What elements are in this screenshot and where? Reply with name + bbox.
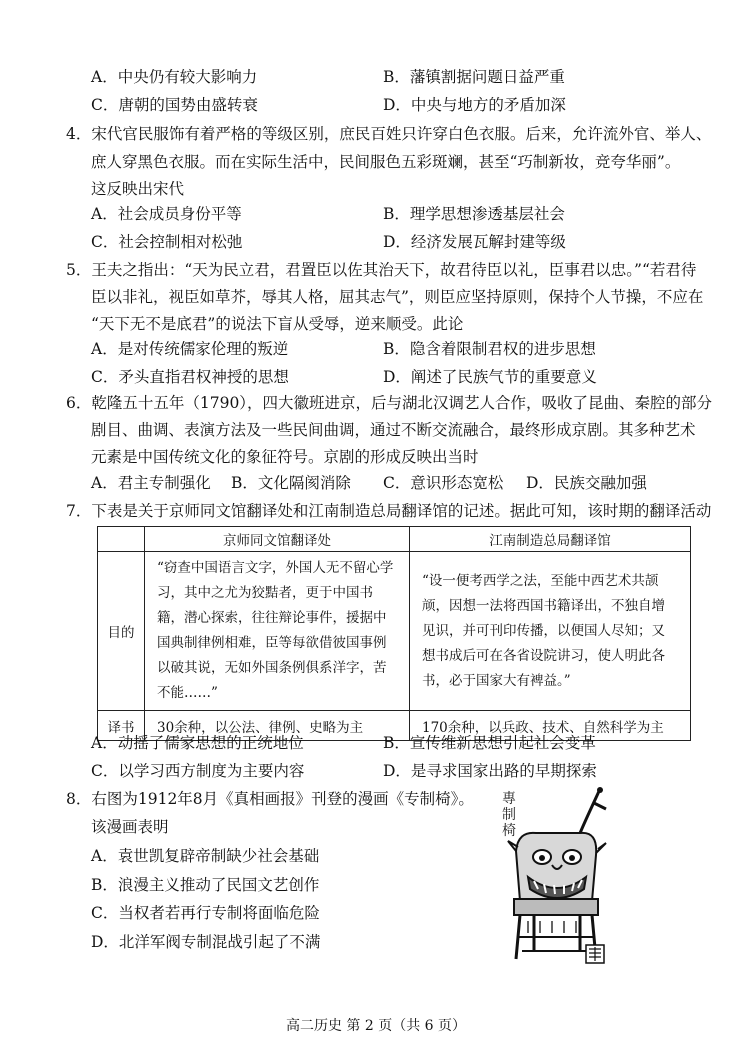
q4-stem-line-1: 4．宋代官民服饰有着严格的等级区别，庶民百姓只许穿白色衣服。后来，允许流外官、举人、	[66, 125, 712, 143]
q4-stem-line-2: 庶人穿黑色衣服。而在实际生活中，民间服色五彩斑斓，甚至“巧制新妆，竞夸华丽”。	[91, 153, 681, 171]
page-footer: 高二历史 第 2 页（共 6 页）	[285, 1018, 467, 1034]
q7-option-b: B．宣传维新思想引起社会变革	[383, 734, 596, 752]
q3-option-c: C．唐朝的国势由盛转衰	[91, 96, 258, 114]
artist-seal-icon	[586, 945, 604, 963]
monster-chair-icon	[508, 833, 606, 959]
q7-stem-line-1: 7．下表是关于京师同文馆翻译处和江南制造总局翻译馆的记述。据此可知，该时期的翻译活动	[66, 502, 712, 520]
q6-option-b: B．文化隔阂消除	[231, 474, 351, 492]
q5-stem-line-1: 5．王夫之指出：“天为民立君，君置臣以佐其治天下，故君待臣以礼，臣事君以忠。”“若君待	[66, 261, 697, 279]
q3-option-b: B．藩镇割据问题日益严重	[383, 68, 565, 86]
q4-option-d: D．经济发展瓦解封建等级	[383, 233, 566, 251]
q8-option-b: B．浪漫主义推动了民国文艺创作	[91, 876, 320, 894]
table-header-col1: 京师同文馆翻译处	[145, 527, 410, 552]
table-cell-books-col2: 170余种，以兵政、技术、自然科学为主	[410, 711, 691, 741]
q8-option-a: A．袁世凯复辟帝制缺少社会基础	[91, 847, 320, 865]
q7-option-a: A．动摇了儒家思想的正统地位	[91, 734, 304, 752]
q8-option-c: C．当权者若再行专制将面临危险	[91, 904, 320, 922]
q5-stem-line-3: “天下无不是底君”的说法下盲从受辱，逆来顺受。此论	[91, 315, 464, 333]
q5-option-a: A．是对传统儒家伦理的叛逆	[91, 340, 289, 358]
q5-option-c: C．矛头直指君权神授的思想	[91, 368, 289, 386]
q3-option-a: A．中央仍有较大影响力	[91, 68, 258, 86]
table-row-label-purpose: 目的	[98, 552, 145, 711]
table-row-label-books: 译书	[98, 711, 145, 741]
q5-option-d: D．阐述了民族气节的重要意义	[383, 368, 597, 386]
q4-option-a: A．社会成员身份平等	[91, 205, 242, 223]
table-header-col2: 江南制造总局翻译馆	[410, 527, 691, 552]
cartoon-title-char-3: 椅	[502, 823, 516, 839]
q7-option-c: C．以学习西方制度为主要内容	[91, 762, 305, 780]
table-cell-books-col1: 30余种，以公法、律例、史略为主	[145, 711, 410, 741]
q6-option-a: A．君主专制强化	[91, 474, 211, 492]
cartoon-title-char-1: 專	[502, 791, 516, 807]
q8-option-d: D．北洋军阀专制混战引起了不满	[91, 933, 321, 951]
q6-stem-line-1: 6．乾隆五十五年（1790），四大徽班进京，后与湖北汉调艺人合作，吸收了昆曲、秦腔的部分	[66, 394, 713, 412]
q4-option-b: B．理学思想渗透基层社会	[383, 205, 565, 223]
q4-stem-line-3: 这反映出宋代	[91, 180, 185, 198]
cartoon-title-char-2: 制	[502, 807, 516, 823]
q8-stem-line-2: 该漫画表明	[91, 818, 169, 836]
q6-stem-line-3: 元素是中国传统文化的象征符号。京剧的形成反映出当时	[91, 448, 479, 466]
autocracy-chair-cartoon	[488, 781, 622, 969]
translation-table	[97, 526, 691, 741]
table-cell-purpose-col2: “设一便考西学之法，至能中西艺术共颉颃，因想一法将西国书籍译出，不独自增见识，并可刊印传播，以便国人尽知；又想书成后可在各省设院讲习，使人明此各书，必于国家大有裨益。”	[410, 552, 691, 711]
table-cell-purpose-col1: “窃查中国语言文字，外国人无不留心学习，其中之尤为狡黠者，更于中国书籍，潜心探索，往往辩论事件，援据中国典制律例相难，臣等每欲借彼国事例以破其说，无如外国条例俱系洋字，苦不能……”	[145, 552, 410, 711]
q6-option-d: D．民族交融加强	[526, 474, 647, 492]
q8-stem-line-1: 8．右图为1912年8月《真相画报》刊登的漫画《专制椅》。	[66, 790, 474, 808]
table-corner-cell	[98, 527, 145, 552]
q5-stem-line-2: 臣以非礼，视臣如草芥，辱其人格，屈其志气”，则臣应坚持原则，保持个人节操，不应在	[91, 288, 704, 306]
q4-option-c: C．社会控制相对松弛	[91, 233, 243, 251]
q7-option-d: D．是寻求国家出路的早期探索	[383, 762, 597, 780]
q6-option-c: C．意识形态宽松	[383, 474, 504, 492]
q6-stem-line-2: 剧目、曲调、表演方法及一些民间曲调，通过不断交流融合，最终形成京剧。其多种艺术	[91, 421, 696, 439]
q3-option-d: D．中央与地方的矛盾加深	[383, 96, 566, 114]
q5-option-b: B．隐含着限制君权的进步思想	[383, 340, 596, 358]
